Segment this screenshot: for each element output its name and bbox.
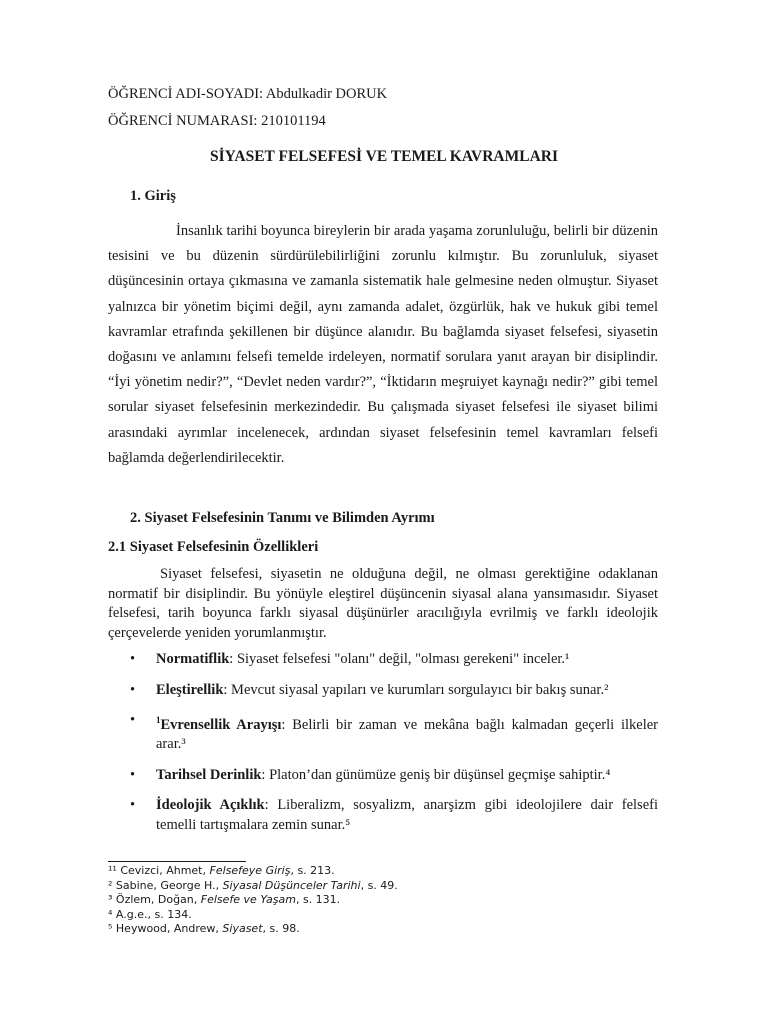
section-2-heading: 2. Siyaset Felsefesinin Tanımı ve Bilimden Ayrımı: [130, 510, 435, 526]
footnote-text: , s. 131.: [295, 893, 341, 906]
bullet-icon: •: [130, 766, 136, 783]
section-2-1-paragraph-text: Siyaset felsefesi, siyasetin ne olduğuna değil, ne olması gerektiğine odaklanan normatif bir disiplindir. Bu yönüyle eleştirel düşüncenin siyasal alana yansımasıdır. Siyaset felsefesi, tarih boyunca farklı siyasal düşünürler aracılığıyla evrilmiş ve farklı ideolojik çerçevelerde yeniden yorumlanmıştır.: [108, 566, 658, 641]
bullet-icon: •: [130, 681, 136, 698]
list-item-text: : Mevcut siyasal yapıları ve kurumları sorgulayıcı bir bakış sunar.²: [223, 681, 609, 698]
footnote: [108, 908, 398, 923]
list-item-prefix: 1: [156, 715, 161, 725]
footnote: [108, 922, 398, 937]
list-item-text: : Liberalizm, sosyalizm, anarşizm gibi ideolojilere dair felsefi temelli tartışmalara zemin sunar.⁵: [156, 797, 658, 833]
footnote-separator: [108, 861, 246, 862]
list-item: [108, 650, 658, 670]
list-item-text: : Belirli bir zaman ve mekâna bağlı kalmadan geçerli ilkeler arar.³: [156, 716, 658, 753]
list-item-text: : Siyaset felsefesi "olanı" değil, "olması gerekeni" inceler.¹: [229, 651, 570, 667]
footnote-text: ⁴ A.g.e., s. 134.: [108, 907, 192, 921]
footnote-text: , s. 98.: [262, 922, 300, 935]
list-item-term: Normatiflik: [156, 651, 230, 667]
footnote-text: , s. 213.: [290, 864, 335, 877]
section-1-heading: 1. Giriş: [130, 188, 176, 204]
list-item-text: : Platon’dan günümüze geniş bir düşünsel geçmişe sahiptir.⁴: [261, 766, 611, 783]
footnote: [108, 879, 398, 894]
list-item: [108, 711, 658, 755]
list-item-term: Evrensellik Arayışı: [160, 716, 282, 733]
footnote-work: Siyasal Düşünceler Tarihi: [222, 878, 361, 892]
footnote: [108, 893, 398, 908]
section-1-paragraph: [108, 219, 658, 471]
section-2-1-heading: 2.1 Siyaset Felsefesinin Özellikleri: [108, 539, 319, 555]
footnote: [108, 864, 398, 879]
footnote-text: ¹¹ Cevizci, Ahmet,: [108, 864, 210, 877]
footnote-work: Felsefeye Giriş: [209, 864, 291, 877]
footnote-text: ³ Özlem, Doğan,: [108, 893, 201, 906]
footnote-text: ² Sabine, George H.,: [108, 878, 223, 892]
footnote-work: Felsefe ve Yaşam: [200, 893, 296, 906]
section-1-paragraph-text: İnsanlık tarihi boyunca bireylerin bir arada yaşama zorunluluğu, belirli bir düzenin tesisini ve bu düzenin sürdürülebilirliğini zorunlu kılmıştır. Bu zorunluluk, siyaset düşüncesinin ortaya çıkmasına ve zamanla sistematik hale gelmesine neden olmuştur. Siyaset yalnızca bir yönetim biçimi değil, aynı zamanda adalet, özgürlük, hak ve hukuk gibi temel kavramlar etrafında şekillenen bir düşünce alanıdır. Bu bağlamda siyaset felsefesi, siyasetin doğasını ve anlamını felsefi temelde irdeleyen, normatif sorulara yanıt arayan bir disiplindir. “İyi yönetim nedir?”, “Devlet neden vardır?”, “İktidarın meşruiyet kaynağı nedir?” gibi temel sorular siyaset felsefesinin merkezindedir. Bu çalışmada siyaset felsefesi ile siyaset bilimi arasındaki ayrımlar incelenecek, ardından siyaset felsefesinin temel kavramları felsefi bağlamda değerlendirilecektir.: [108, 223, 658, 466]
bullet-icon: •: [130, 797, 136, 814]
list-item-term: Tarihsel Derinlik: [156, 766, 262, 783]
bullet-icon: •: [130, 651, 136, 667]
document-title: SİYASET FELSEFESİ VE TEMEL KAVRAMLARI: [209, 148, 559, 165]
features-list: [108, 650, 658, 846]
list-item-term: İdeolojik Açıklık: [156, 797, 265, 814]
list-item: [108, 766, 658, 786]
footnote-text: , s. 49.: [360, 878, 398, 892]
footnote-work: Siyaset: [222, 922, 263, 935]
section-2-1-paragraph: [108, 565, 658, 643]
list-item: [108, 796, 658, 835]
bullet-icon: •: [130, 712, 136, 728]
student-name-line: ÖĞRENCİ ADI-SOYADI: Abdulkadir DORUK: [108, 86, 388, 102]
student-number-line: ÖĞRENCİ NUMARASI: 210101194: [108, 113, 326, 129]
list-item: [108, 681, 658, 701]
footnote-text: ⁵ Heywood, Andrew,: [108, 922, 223, 935]
footnotes: [108, 864, 398, 937]
list-item-term: Eleştirellik: [156, 681, 224, 698]
